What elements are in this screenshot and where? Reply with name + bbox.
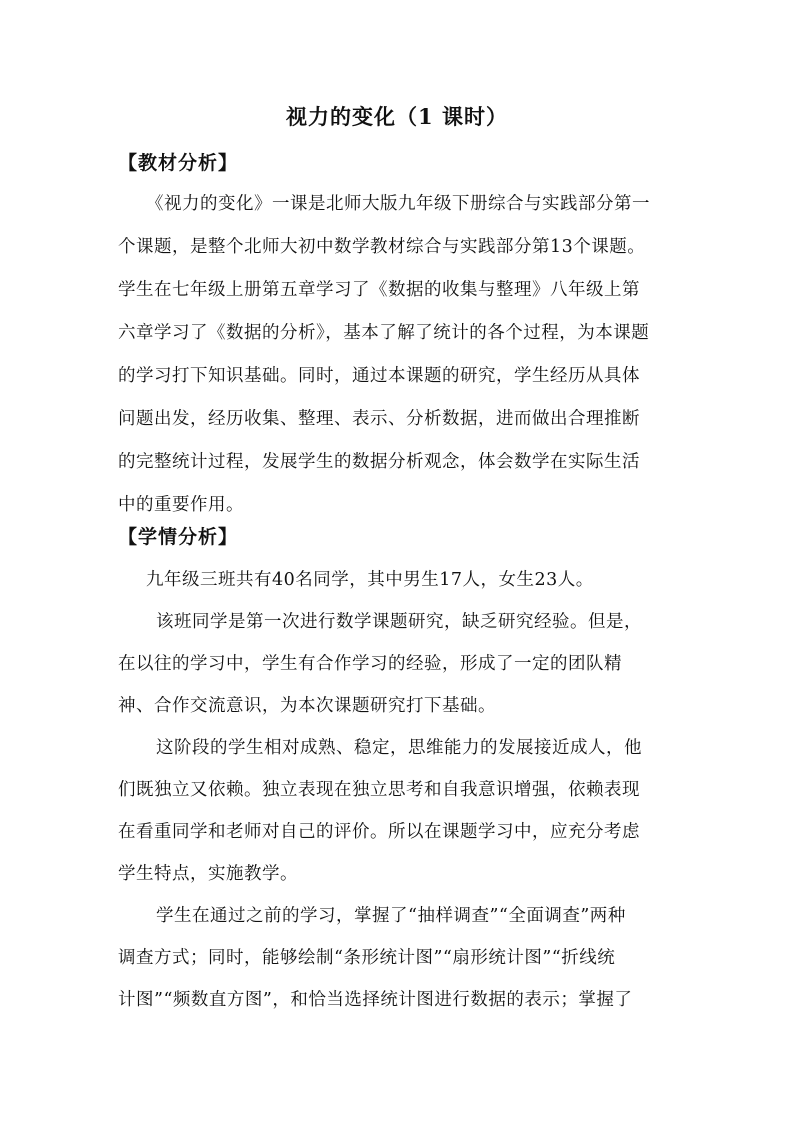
page-title: 视力的变化（1 课时） bbox=[286, 104, 508, 129]
section-heading-textbook-analysis: 【教材分析】 bbox=[118, 152, 239, 174]
paragraph-line: 的学习打下知识基础。同时，通过本课题的研究，学生经历从具体 bbox=[118, 366, 640, 386]
paragraph-line: 中的重要作用。 bbox=[118, 495, 244, 515]
paragraph-line: 们既独立又依赖。独立表现在独立思考和自我意识增强，依赖表现 bbox=[118, 780, 640, 800]
paragraph-line: 计图”“频数直方图”，和恰当选择统计图进行数据的表示；掌握了 bbox=[118, 990, 633, 1010]
paragraph-line: 个课题，是整个北师大初中数学教材综合与实践部分第13个课题。 bbox=[118, 237, 646, 257]
paragraph-line: 学生在通过之前的学习，掌握了“抽样调查”“全面调查”两种 bbox=[156, 906, 626, 926]
paragraph-line: 的完整统计过程，发展学生的数据分析观念，体会数学在实际生活 bbox=[118, 452, 640, 472]
paragraph-line: 在看重同学和老师对自己的评价。所以在课题学习中，应充分考虑 bbox=[118, 822, 640, 842]
paragraph-line: 神、合作交流意识，为本次课题研究打下基础。 bbox=[118, 696, 496, 716]
paragraph-line: 学生特点，实施教学。 bbox=[118, 864, 298, 884]
paragraph-line: 《视力的变化》一课是北师大版九年级下册综合与实践部分第一 bbox=[146, 194, 650, 214]
paragraph-line: 六章学习了《数据的分析》，基本了解了统计的各个过程，为本课题 bbox=[118, 323, 650, 343]
paragraph-line: 这阶段的学生相对成熟、稳定，思维能力的发展接近成人，他 bbox=[156, 738, 642, 758]
paragraph-line: 调查方式；同时，能够绘制“条形统计图”“扇形统计图”“折线统 bbox=[118, 948, 616, 968]
section-heading-learner-analysis: 【学情分析】 bbox=[118, 526, 239, 548]
paragraph-line: 学生在七年级上册第五章学习了《数据的收集与整理》八年级上第 bbox=[118, 280, 640, 300]
paragraph-line: 在以往的学习中，学生有合作学习的经验，形成了一定的团队精 bbox=[118, 654, 622, 674]
paragraph-line: 该班同学是第一次进行数学课题研究，缺乏研究经验。但是， bbox=[156, 612, 642, 632]
paragraph-line: 问题出发，经历收集、整理、表示、分析数据，进而做出合理推断 bbox=[118, 409, 640, 429]
paragraph-line: 九年级三班共有40名同学，其中男生17人，女生23人。 bbox=[146, 570, 594, 590]
